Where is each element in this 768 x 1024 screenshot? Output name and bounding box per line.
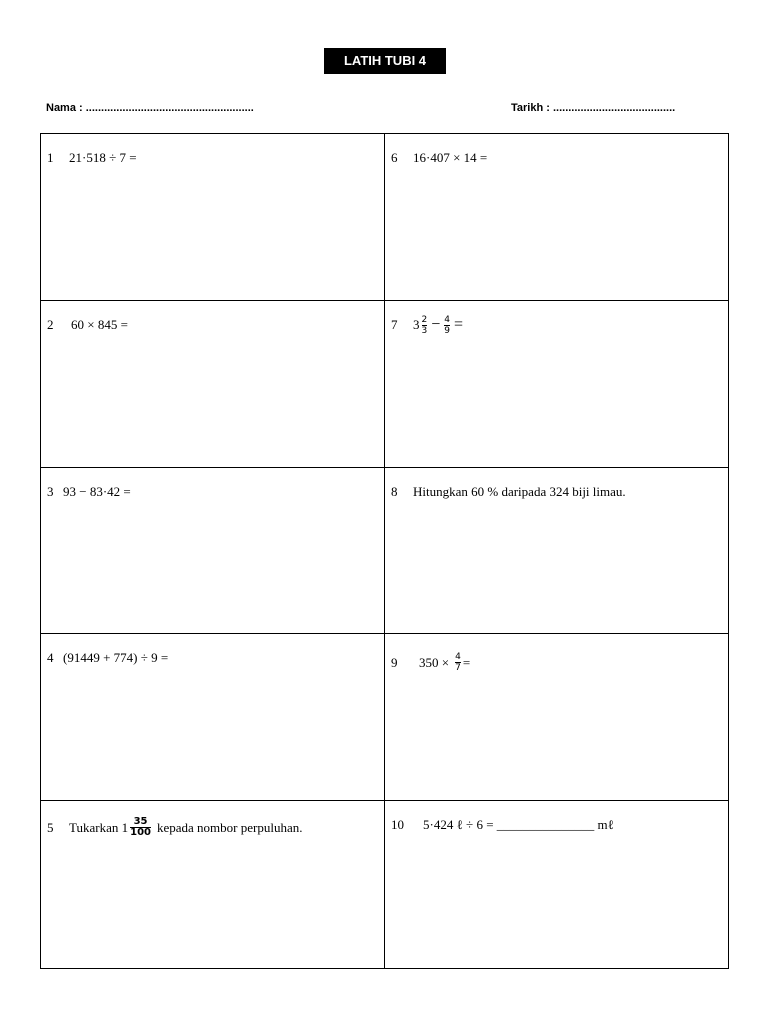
question-text: 60 × 845 = <box>71 316 128 332</box>
question-text: Hitungkan 60 % daripada 324 biji limau. <box>413 483 626 499</box>
question-number: 10 <box>391 817 404 833</box>
question-number: 2 <box>47 316 54 332</box>
question-cell-4[interactable] <box>41 634 385 801</box>
fraction: $\frac{4}{7}$ <box>455 652 461 674</box>
tarikh-field[interactable]: Tarikh : ........................................ <box>511 102 676 114</box>
question-number: 9 <box>391 654 398 670</box>
question-text: Tukarkan 1 <box>69 819 129 835</box>
question-text: (91449 + 774) ÷ 9 = <box>63 650 169 666</box>
question-text: 5·424 ℓ ÷ 6 = _______________ mℓ <box>423 817 614 833</box>
question-cell-5[interactable] <box>41 801 385 968</box>
question-cell-9[interactable] <box>385 634 728 801</box>
question-number: 5 <box>47 819 54 835</box>
fraction: $\frac{2}{3}$ <box>421 314 428 336</box>
question-cell-7[interactable] <box>385 301 728 468</box>
question-number: 1 <box>47 150 54 165</box>
question-cell-1[interactable] <box>41 134 385 301</box>
fraction: $\frac{4}{9}$ <box>444 314 450 336</box>
question-text: 93 − 83·42 = <box>63 483 131 499</box>
nama-field[interactable]: Nama : ....................................................... <box>46 102 254 114</box>
question-grid <box>40 133 729 969</box>
question-number: 3 <box>47 483 54 499</box>
question-number: 7 <box>391 317 398 333</box>
question-cell-6[interactable] <box>385 134 728 301</box>
mixed-whole: 3 <box>413 317 420 333</box>
question-cell-3[interactable] <box>41 468 385 635</box>
question-number: 6 <box>391 150 398 165</box>
question-cell-8[interactable] <box>385 468 728 635</box>
page-title: LATIH TUBI 4 <box>324 48 446 74</box>
equals: = <box>454 316 464 334</box>
question-cell-2[interactable] <box>41 301 385 468</box>
equals: = <box>462 654 471 670</box>
question-cell-10[interactable] <box>385 801 728 968</box>
operator: − <box>431 316 441 334</box>
question-text: 21·518 ÷ 7 = <box>69 150 137 165</box>
fraction: $\frac{35}{100}$ <box>130 816 151 839</box>
question-text: 350 × <box>419 654 450 670</box>
question-text-suffix: kepada nombor perpuluhan. <box>156 819 303 835</box>
question-number: 4 <box>47 650 54 666</box>
question-number: 8 <box>391 483 398 499</box>
question-text: 16·407 × 14 = <box>413 150 488 165</box>
